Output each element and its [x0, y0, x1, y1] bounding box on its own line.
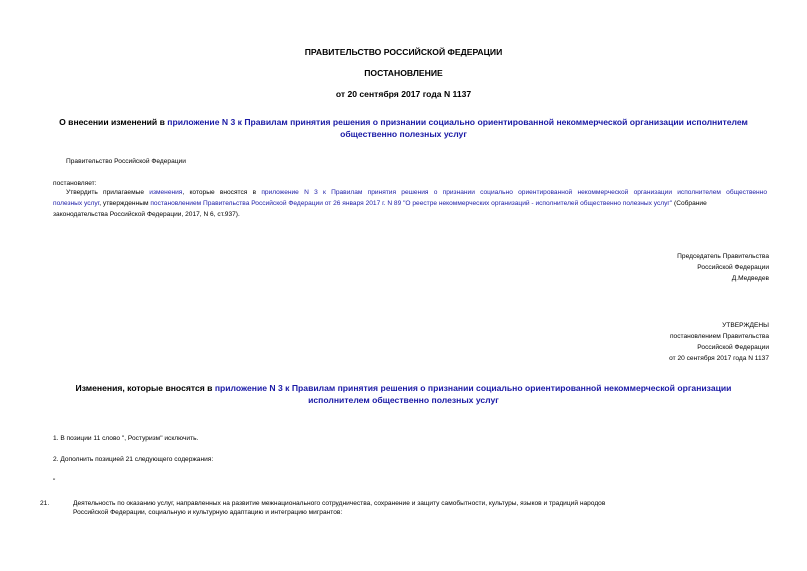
changes-title — [0, 382, 807, 394]
title-link-appendix[interactable]: приложение N 3 к Правилам принятия решения о признании социально ориентированной некоммерческой организации исполнителем — [167, 117, 748, 127]
changes-title-link-cont[interactable]: исполнителем общественно полезных услуг — [308, 395, 499, 405]
decrees-word: постановляет: — [53, 180, 97, 187]
changes-title-prefix: Изменения, которые вносятся в — [75, 383, 215, 393]
change-item-1: 1. В позиции 11 слово ", Ростуризм" исключить. — [53, 435, 199, 442]
change-item-2: 2. Дополнить позицией 21 следующего содержания: — [53, 456, 214, 463]
title-prefix: О внесении изменений в — [59, 117, 168, 127]
p1-text-b: , которые вносятся в — [182, 189, 262, 196]
position-text-line1: Деятельность по оказанию услуг, направленных на развитие межнационального сотрудничества, сохранение и защиту самобытности, культуры, языков и традиций народов — [73, 500, 606, 507]
changes-title-line2 — [0, 394, 807, 406]
paragraph-1-line1 — [53, 187, 767, 198]
changes-link[interactable]: изменения — [149, 189, 183, 196]
document-title-line2 — [0, 128, 807, 140]
approved-heading: УТВЕРЖДЕНЫ — [722, 322, 769, 329]
position-text-line2: Российской Федерации, социальную и культурную адаптацию и интеграцию мигрантов: — [73, 509, 343, 516]
issuer-name: Правительство Российской Федерации — [66, 158, 186, 165]
approved-line-3: Российской Федерации — [697, 344, 769, 351]
p1-text-a: Утвердить прилагаемые — [66, 189, 150, 196]
government-heading: ПРАВИТЕЛЬСТВО РОССИЙСКОЙ ФЕДЕРАЦИИ — [304, 47, 503, 57]
appendix-link-cont[interactable]: полезных услуг — [53, 200, 100, 207]
title-link-appendix-cont[interactable]: общественно полезных услуг — [340, 129, 467, 139]
approved-line-4: от 20 сентября 2017 года N 1137 — [669, 355, 769, 362]
appendix-link[interactable]: приложение N 3 к Правилам принятия решения о признании социально ориентированной некоммерческой организации исполнителем общественно — [261, 189, 767, 196]
approved-line-2: постановлением Правительства — [669, 333, 769, 340]
signature-position-2: Российской Федерации — [697, 264, 769, 271]
document-type: ПОСТАНОВЛЕНИЕ — [364, 68, 443, 78]
signature-name: Д.Медведев — [731, 275, 769, 282]
opening-quote: " — [53, 478, 56, 485]
document-date: от 20 сентября 2017 года N 1137 — [335, 89, 472, 99]
resolution-89-link[interactable]: постановлением Правительства Российской Федерации от 26 января 2017 г. N 89 "О реестре некоммерческих организаций - исполнителей общественно полезных услуг" — [150, 200, 673, 207]
paragraph-1-line2 — [53, 198, 767, 209]
paragraph-1-line3: законодательства Российской Федерации, 2017, N 6, ст.937). — [53, 211, 240, 218]
document-title — [0, 116, 807, 128]
changes-title-link[interactable]: приложение N 3 к Правилам принятия решения о признании социально ориентированной некоммерческой организации — [214, 383, 732, 393]
p1-text-d: (Собрание — [672, 200, 707, 207]
p1-text-c: , утвержденным — [99, 200, 151, 207]
signature-position-1: Председатель Правительства — [677, 253, 769, 260]
position-number: 21. — [40, 500, 50, 507]
